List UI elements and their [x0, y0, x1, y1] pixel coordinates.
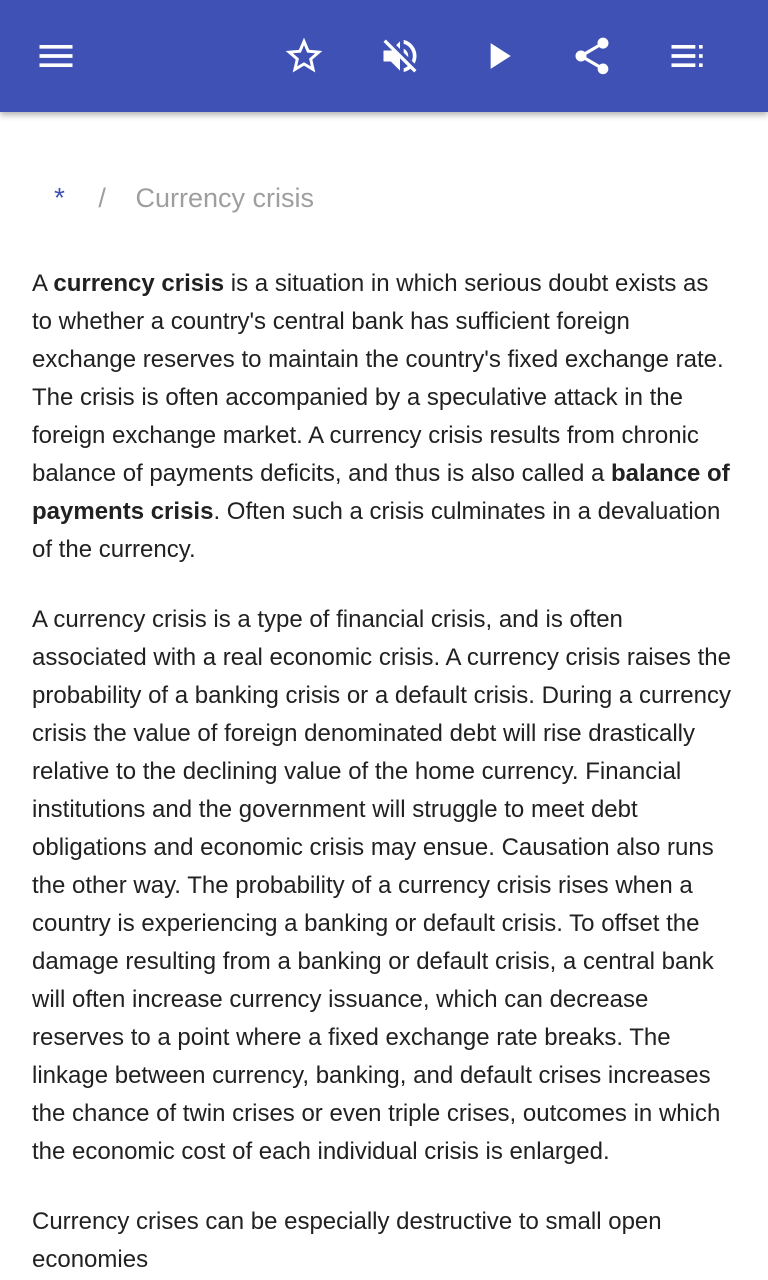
app-bar — [0, 0, 768, 112]
breadcrumb-separator: / — [98, 183, 106, 213]
breadcrumb-home-link[interactable]: * — [54, 182, 65, 213]
article-content — [32, 112, 732, 1279]
volume-off-icon[interactable] — [372, 28, 428, 84]
breadcrumb-current: Currency crisis — [135, 183, 314, 213]
bold-term: balance of payments crisis — [32, 460, 730, 525]
menu-icon[interactable] — [28, 28, 84, 84]
paragraph-text: is a situation in which serious doubt exists as to whether a country's central bank has sufficient foreign exchange reserves to maintain the country's fixed exchange rate. The crisis is often accompanied by a speculative attack in the foreign exchange market. A currency crisis results from chronic balance of payments deficits, and thus is also called a — [32, 270, 724, 487]
play-icon[interactable] — [470, 28, 526, 84]
breadcrumb — [32, 180, 732, 216]
paragraph-text: A — [32, 270, 54, 297]
bold-term: currency crisis — [53, 270, 225, 297]
paragraph-text: . Often such a crisis culminates in a devaluation of the currency. — [32, 498, 721, 563]
share-icon[interactable] — [564, 28, 620, 84]
article-paragraph: A currency crisis is a type of financial crisis, and is often associated with a real economic crisis. A currency crisis raises the probability of a banking crisis or a default crisis. During a currency crisis the value of foreign denominated debt will rise drastically relative to the declining value of the home currency. Financial institutions and the government will struggle to meet debt obligations and economic crisis may ensue. Causation also runs the other way. The probability of a currency crisis rises when a country is experiencing a banking or default crisis. To offset the damage resulting from a banking or default crisis, a central bank will often increase currency issuance, which can decrease reserves to a point where a fixed exchange rate breaks. The linkage between currency, banking, and default crises increases the chance of twin crises or even triple crises, outcomes in which the economic cost of each individual crisis is enlarged. — [32, 606, 731, 1165]
playlist-icon[interactable] — [660, 28, 716, 84]
star-icon[interactable] — [276, 28, 332, 84]
article-paragraph: Currency crises can be especially destructive to small open economies — [32, 1208, 662, 1273]
article-paragraph — [32, 265, 732, 569]
